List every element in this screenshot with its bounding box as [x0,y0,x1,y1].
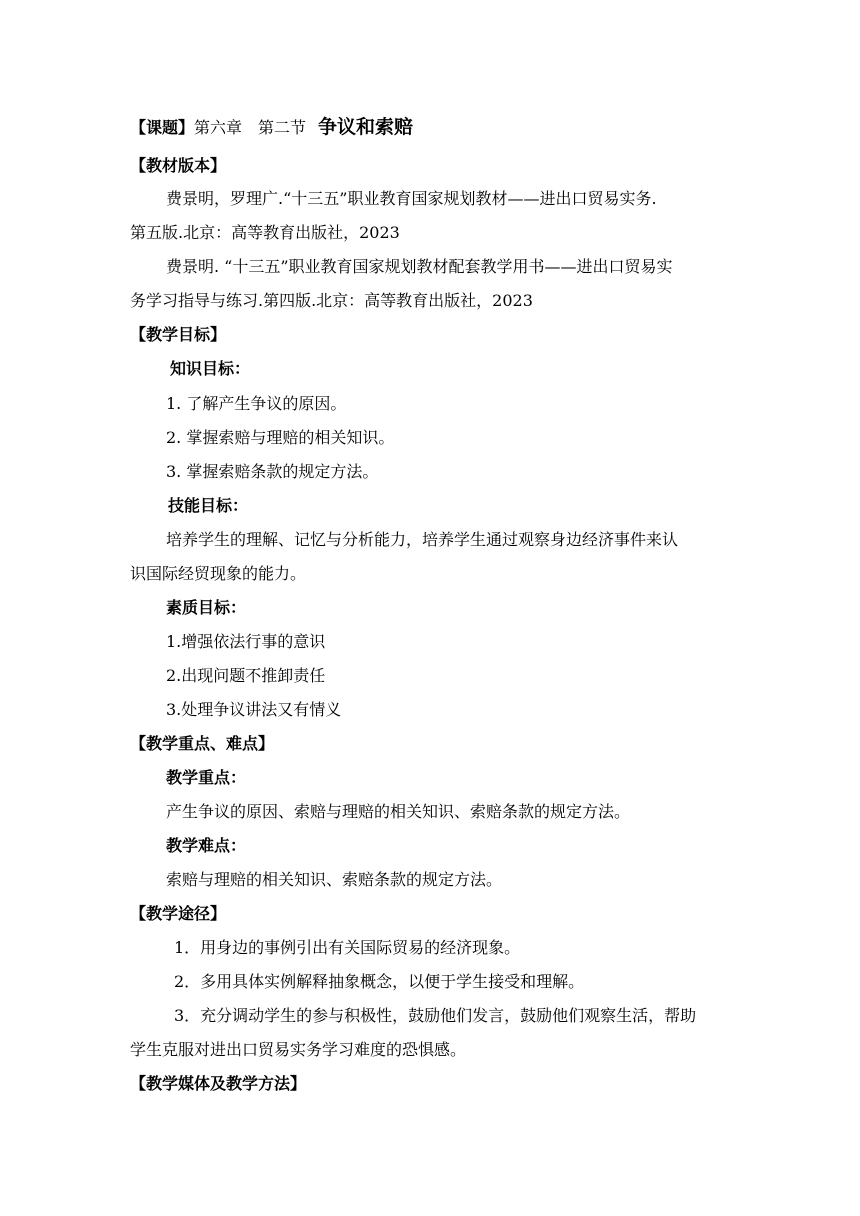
approach-item-3-line-2: 学生克服对进出口贸易实务学习难度的恐惧感。 [130,1040,467,1059]
media-heading: 【教学媒体及教学方法】 [130,1074,307,1093]
objectives-heading: 【教学目标】 [130,325,227,344]
knowledge-item-3: 3. 掌握索赔条款的规定方法。 [166,462,379,481]
chapter-section: 第六章 第二节 [194,118,307,137]
lesson-title: 争议和索赔 [318,116,414,138]
textbook-ref1-line1: 费景明，罗理广.“十三五”职业教育国家规划教材——进出口贸易实务. [166,189,657,208]
skill-line-2: 识国际经贸现象的能力。 [130,564,307,583]
difficulty-heading: 教学难点： [166,836,247,855]
textbook-ref2-line2: 务学习指导与练习.第四版.北京：高等教育出版社，2023 [130,291,533,310]
textbook-ref1-line2: 第五版.北京：高等教育出版社，2023 [130,223,400,242]
approach-item-3-line-1: 3．充分调动学生的参与积极性，鼓励他们发言，鼓励他们观察生活，帮助 [174,1006,697,1025]
skill-line-1: 培养学生的理解、记忆与分析能力，培养学生通过观察身边经济事件来认 [166,530,679,549]
textbook-heading: 【教材版本】 [130,156,227,175]
approach-item-1: 1．用身边的事例引出有关国际贸易的经济现象。 [174,938,521,957]
quality-item-2: 2.出现问题不推卸责任 [166,666,326,685]
knowledge-heading: 知识目标： [170,359,251,378]
focus-heading: 教学重点： [166,768,247,787]
approach-heading: 【教学途径】 [130,904,227,923]
skill-heading: 技能目标： [168,496,249,515]
lesson-title-line [130,116,413,139]
quality-item-1: 1.增强依法行事的意识 [166,632,326,651]
textbook-ref2-line1: 费景明. “十三五”职业教育国家规划教材配套教学用书——进出口贸易实 [166,257,673,276]
lesson-label: 【课题】 [130,118,195,137]
quality-heading: 素质目标： [166,598,247,617]
knowledge-item-2: 2. 掌握索赔与理赔的相关知识。 [166,428,395,447]
approach-item-2: 2．多用具体实例解释抽象概念，以便于学生接受和理解。 [174,972,585,991]
focus-text: 产生争议的原因、索赔与理赔的相关知识、索赔条款的规定方法。 [166,802,631,821]
knowledge-item-1: 1. 了解产生争议的原因。 [166,394,347,413]
difficulty-text: 索赔与理赔的相关知识、索赔条款的规定方法。 [166,870,503,889]
quality-item-3: 3.处理争议讲法又有情义 [166,700,342,719]
key-points-heading: 【教学重点、难点】 [130,734,275,753]
